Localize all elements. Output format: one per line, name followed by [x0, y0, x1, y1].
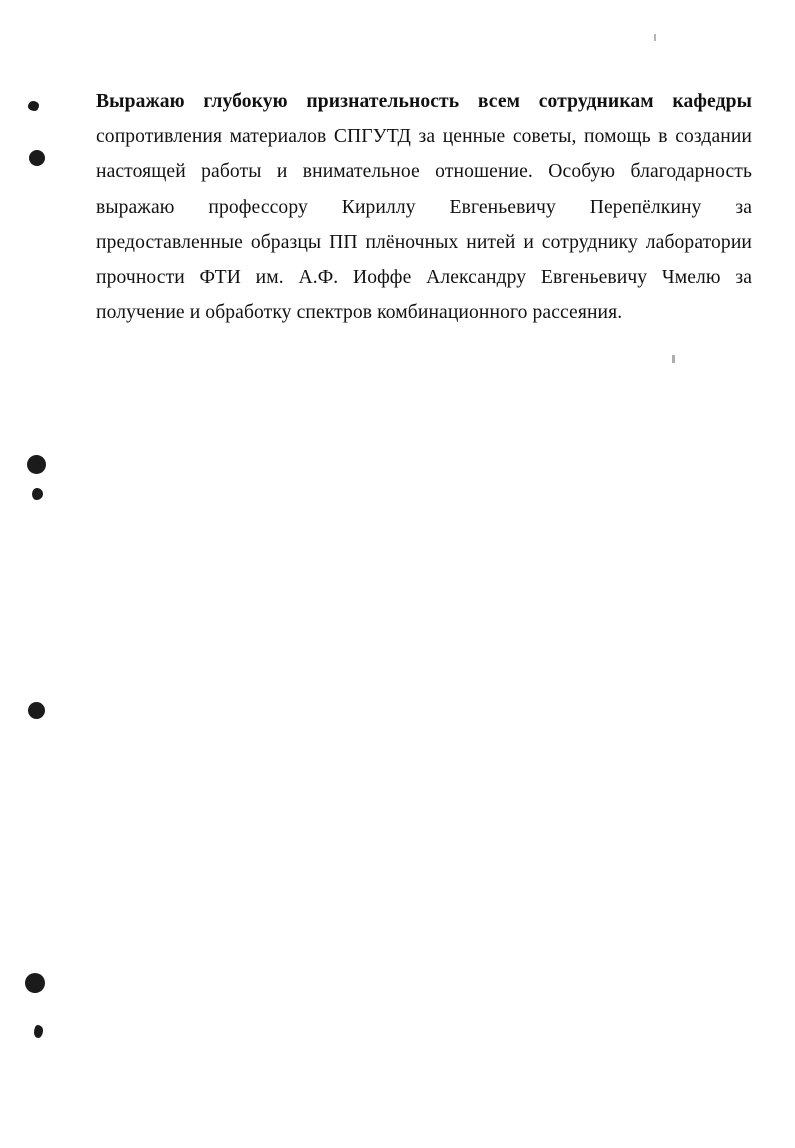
scan-speck-icon — [654, 34, 656, 41]
ink-blob-icon — [25, 973, 45, 993]
ink-blob-icon — [29, 150, 45, 166]
paragraph-body-text: сопротивления материалов СПГУТД за ценные советы, помощь в создании настоящей работы и внимательное отношение. Особую благодарность выражаю профессору Кириллу Евгеньевичу Перепёлкину за предоставленные образцы ПП плёночных нитей и сотруднику лаборатории прочности ФТИ им. А.Ф. Иоффе Александру Евгеньевичу Чмелю за получение и обработку спектров комбинационного рассеяния. — [96, 126, 752, 324]
ink-blob-icon — [34, 1025, 43, 1038]
ink-blob-icon — [32, 488, 43, 500]
page-body — [96, 84, 752, 330]
paragraph-lead-sentence: Выражаю глубокую признательность всем сотрудникам кафедры — [96, 91, 752, 112]
ink-blob-icon — [28, 702, 45, 719]
scan-speck-icon — [672, 355, 675, 363]
ink-blob-icon — [28, 101, 39, 111]
acknowledgements-paragraph — [96, 84, 752, 330]
ink-blob-icon — [27, 455, 46, 474]
